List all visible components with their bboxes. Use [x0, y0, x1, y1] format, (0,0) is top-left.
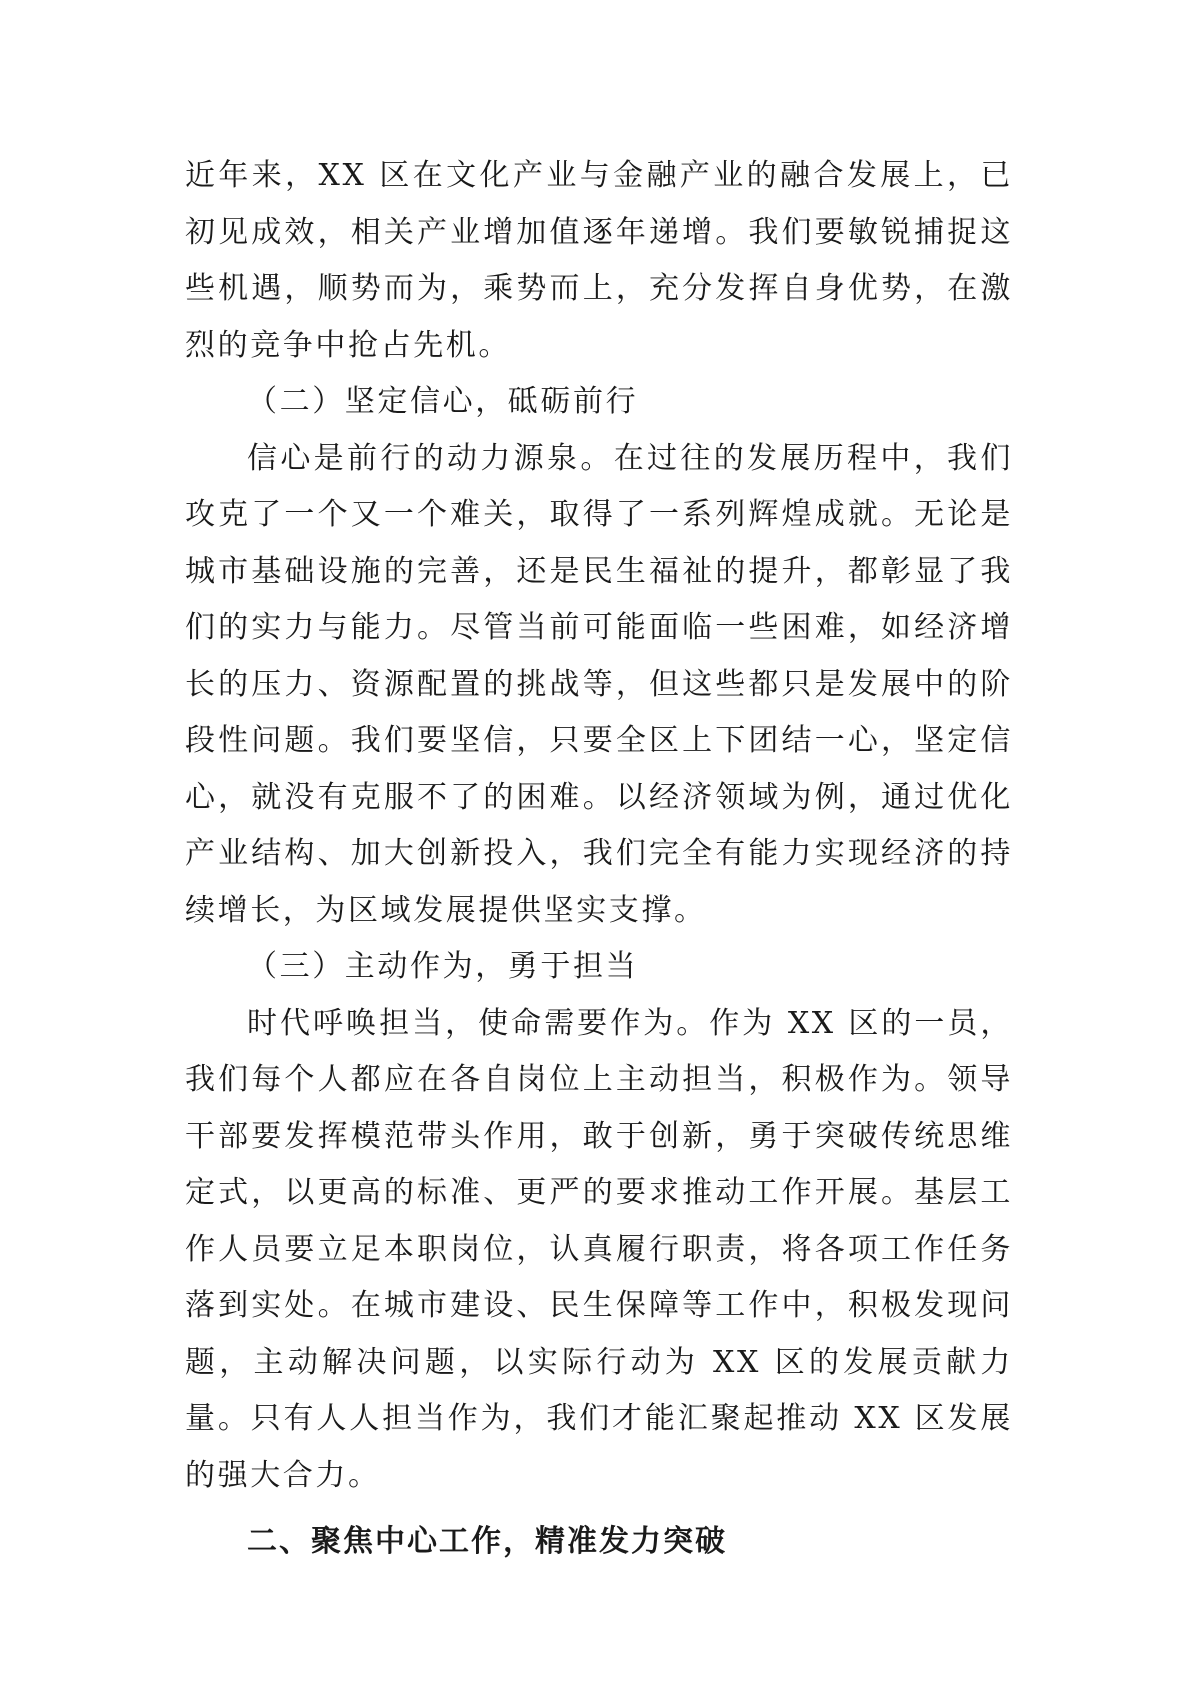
section-heading-focus: 二、聚焦中心工作，精准发力突破 [247, 1524, 727, 1559]
paragraph-culture-finance: 近年来，XX 区在文化产业与金融产业的融合发展上，已初见成效，相关产业增加值逐年递增。我们要敏锐捕捉这些机遇，顺势而为，乘势而上，充分发挥自身优势，在激烈的竞争中抢占先机。 [185, 158, 1013, 363]
paragraph-responsibility: 时代呼唤担当，使命需要作为。作为 XX 区的一员，我们每个人都应在各自岗位上主动担当，积极作为。领导干部要发挥模范带头作用，敢于创新，勇于突破传统思维定式，以更高的标准、更严的要求推动工作开展。基层工作人员要立足本职岗位，认真履行职责，将各项工作任务落到实处。在城市建设、民生保障等工作中，积极发现问题，主动解决问题，以实际行动为 XX 区的发展贡献力量。只有人人担当作为，我们才能汇聚起推动 XX 区发展的强大合力。 [185, 1005, 1013, 1493]
subheading-responsibility: （三）主动作为，勇于担当 [247, 949, 639, 984]
subheading-confidence: （二）坚定信心，砥砺前行 [247, 384, 639, 419]
document-body [185, 148, 1013, 1571]
paragraph-confidence: 信心是前行的动力源泉。在过往的发展历程中，我们攻克了一个又一个难关，取得了一系列辉煌成就。无论是城市基础设施的完善，还是民生福祉的提升，都彰显了我们的实力与能力。尽管当前可能面临一些困难，如经济增长的压力、资源配置的挑战等，但这些都只是发展中的阶段性问题。我们要坚信，只要全区上下团结一心，坚定信心，就没有克服不了的困难。以经济领域为例，通过优化产业结构、加大创新投入，我们完全有能力实现经济的持续增长，为区域发展提供坚实支撑。 [185, 440, 1013, 928]
